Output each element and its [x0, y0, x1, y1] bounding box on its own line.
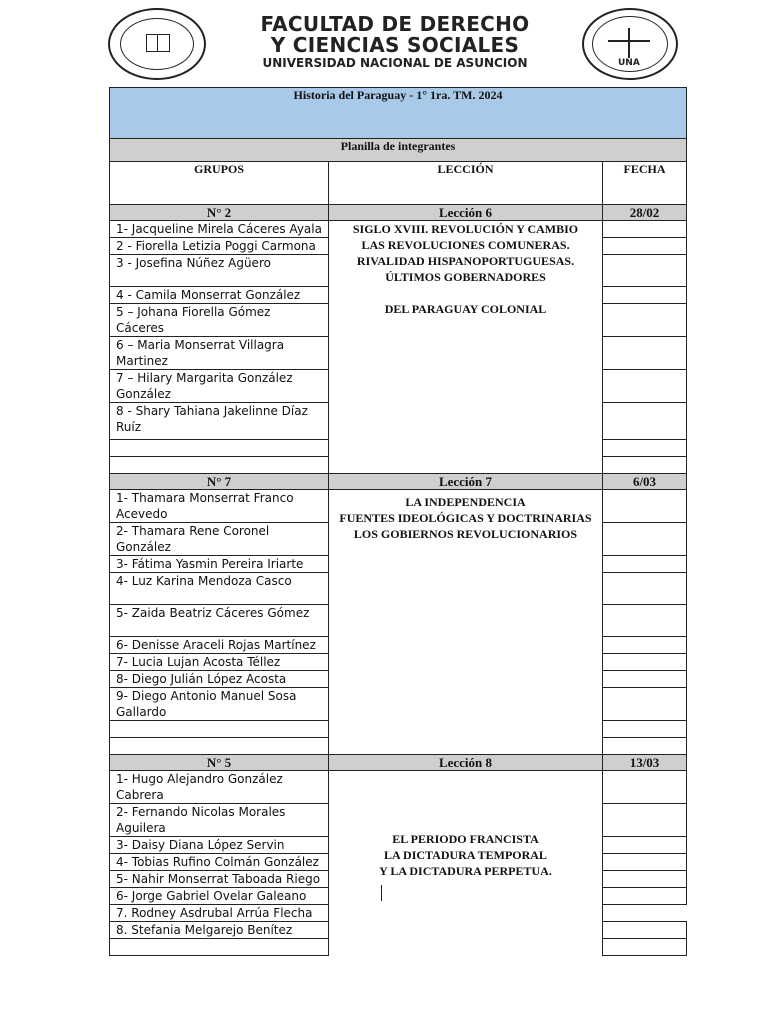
member-name: 6- Jorge Gabriel Ovelar Galeano [110, 888, 329, 905]
member-row [110, 221, 687, 238]
scales-of-justice-icon [608, 40, 650, 42]
group-number: N° 7 [110, 474, 329, 490]
member-name: 5- Zaida Beatriz Cáceres Gómez [110, 605, 329, 637]
lesson-topic-cell [329, 221, 603, 474]
empty-member-cell [110, 721, 329, 738]
text-cursor-bar [381, 885, 382, 901]
date-cell [603, 440, 687, 457]
date-cell [603, 738, 687, 755]
member-name: 2- Thamara Rene Coronel González [110, 523, 329, 556]
member-name: 1- Thamara Monserrat Franco Acevedo [110, 490, 329, 523]
member-name: 5 – Johana Fiorella Gómez Cáceres [110, 304, 329, 337]
date-cell [603, 871, 687, 888]
date-cell [603, 221, 687, 238]
date-cell [603, 905, 687, 922]
lesson-topic-line: ÚLTIMOS GOBERNADORES [385, 270, 546, 284]
column-header-date: FECHA [603, 162, 687, 205]
group-number: N° 5 [110, 755, 329, 771]
date-cell [603, 370, 687, 403]
book-emblem-icon [146, 34, 170, 52]
lesson-topic-line: LA INDEPENDENCIA [405, 495, 526, 509]
text-cursor [335, 879, 596, 905]
lesson-topic-line: LAS REVOLUCIONES COMUNERAS. [361, 238, 570, 252]
institution-line-1: FACULTAD DE DERECHO [260, 12, 530, 36]
seal-una-text: UNA [618, 58, 640, 68]
group-lesson: Lección 8 [329, 755, 603, 771]
member-name: 8. Stefania Melgarejo Benítez [110, 922, 329, 939]
members-table [109, 87, 687, 956]
date-cell [603, 255, 687, 287]
date-cell [603, 804, 687, 837]
lesson-topic-spacer [335, 542, 596, 652]
empty-member-cell [110, 939, 329, 956]
group-date: 13/03 [603, 755, 687, 771]
member-name: 1- Jacqueline Mirela Cáceres Ayala [110, 221, 329, 238]
date-cell [603, 605, 687, 637]
document-title: Historia del Paraguay - 1° 1ra. TM. 2024 [110, 88, 687, 139]
member-name: 6 – Maria Monserrat Villagra Martinez [110, 337, 329, 370]
institution-line-3: UNIVERSIDAD NACIONAL DE ASUNCION [262, 56, 528, 70]
lesson-topic-line: EL PERIODO FRANCISTA [392, 832, 539, 846]
institution-line-2: Y CIENCIAS SOCIALES [270, 33, 520, 57]
date-cell [603, 721, 687, 738]
member-name: 2- Fernando Nicolas Morales Aguilera [110, 804, 329, 837]
date-cell [603, 304, 687, 337]
member-name: 8 - Shary Tahiana Jakelinne Díaz Ruíz [110, 403, 329, 440]
university-seal-left [108, 8, 206, 80]
lesson-topic-line: FUENTES IDEOLÓGICAS Y DOCTRINARIAS [339, 511, 592, 525]
group-header-row [110, 755, 687, 771]
date-cell [603, 490, 687, 523]
empty-member-cell [110, 440, 329, 457]
member-name: 7 – Hilary Margarita González González [110, 370, 329, 403]
date-cell [603, 457, 687, 474]
empty-member-cell [110, 738, 329, 755]
member-name: 4- Luz Karina Mendoza Casco [110, 573, 329, 605]
date-cell [603, 888, 687, 905]
faculty-seal-right [582, 8, 678, 80]
lesson-topic-cell [329, 771, 603, 956]
group-lesson: Lección 6 [329, 205, 603, 221]
date-cell [603, 671, 687, 688]
member-name: 3 - Josefina Núñez Agüero [110, 255, 329, 287]
group-date: 6/03 [603, 474, 687, 490]
date-cell [603, 854, 687, 871]
date-cell [603, 654, 687, 671]
date-cell [603, 771, 687, 804]
column-header-groups: GRUPOS [110, 162, 329, 205]
group-header-row [110, 474, 687, 490]
lesson-topic-line: DEL PARAGUAY COLONIAL [384, 302, 547, 316]
column-header-lesson: LECCIÓN [329, 162, 603, 205]
member-name: 7- Lucia Lujan Acosta Téllez [110, 654, 329, 671]
institution-name [250, 14, 540, 69]
date-cell [603, 573, 687, 605]
date-cell [603, 688, 687, 721]
date-cell [603, 337, 687, 370]
date-cell [603, 403, 687, 440]
lesson-topic-line: LA DICTADURA TEMPORAL [384, 848, 547, 862]
member-name: 6- Denisse Araceli Rojas Martínez [110, 637, 329, 654]
member-name: 2 - Fiorella Letizia Poggi Carmona [110, 238, 329, 255]
lesson-topic-line: LOS GOBIERNOS REVOLUCIONARIOS [353, 527, 578, 541]
date-cell [603, 287, 687, 304]
group-number: N° 2 [110, 205, 329, 221]
date-cell [603, 238, 687, 255]
member-name: 5- Nahir Monserrat Taboada Riego [110, 871, 329, 888]
date-cell [603, 637, 687, 654]
date-cell [603, 922, 687, 939]
member-name: 7. Rodney Asdrubal Arrúa Flecha [110, 905, 329, 922]
member-name: 9- Diego Antonio Manuel Sosa Gallardo [110, 688, 329, 721]
member-name: 4- Tobias Rufino Colmán González [110, 854, 329, 871]
date-cell [603, 556, 687, 573]
lesson-topic-cell [329, 490, 603, 755]
document-header [0, 0, 768, 80]
member-name: 8- Diego Julián López Acosta [110, 671, 329, 688]
group-header-row [110, 205, 687, 221]
empty-member-cell [110, 457, 329, 474]
lesson-topic-spacer [335, 771, 596, 831]
lesson-topic-spacer [335, 317, 596, 397]
document-subtitle: Planilla de integrantes [110, 139, 687, 162]
member-name: 3- Daisy Diana López Servin [110, 837, 329, 854]
date-cell [603, 837, 687, 854]
lesson-topic-line: SIGLO XVIII. REVOLUCIÓN Y CAMBIO [352, 222, 579, 236]
scales-post-icon [628, 28, 630, 58]
member-name: 1- Hugo Alejandro González Cabrera [110, 771, 329, 804]
member-name: 4 - Camila Monserrat González [110, 287, 329, 304]
date-cell [603, 523, 687, 556]
group-date: 28/02 [603, 205, 687, 221]
member-name: 3- Fátima Yasmin Pereira Iriarte [110, 556, 329, 573]
lesson-topic-line [335, 285, 596, 301]
group-lesson: Lección 7 [329, 474, 603, 490]
lesson-topic-line: RIVALIDAD HISPANOPORTUGUESAS. [356, 254, 575, 268]
lesson-topic-line: Y LA DICTADURA PERPETUA. [379, 864, 552, 878]
date-cell [603, 939, 687, 956]
